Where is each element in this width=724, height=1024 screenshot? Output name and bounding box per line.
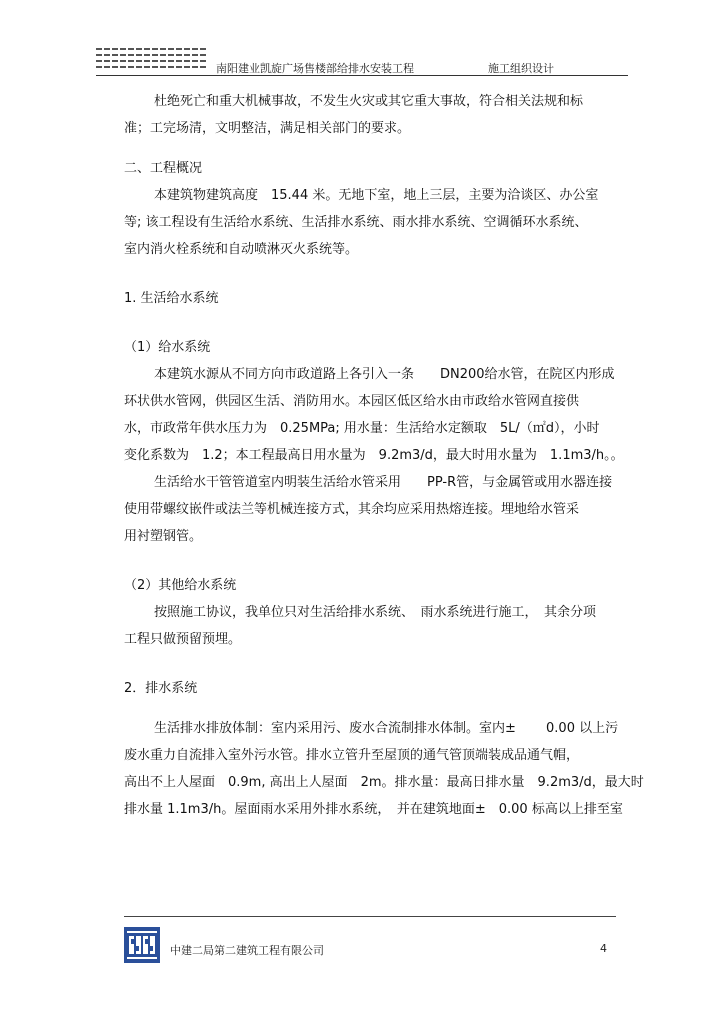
paragraph-line: 室内消火栓系统和自动喷淋灭火系统等。 — [124, 242, 359, 257]
header-title: 南阳建业凯旋广场售楼部给排水安装工程 — [216, 62, 414, 75]
section-heading: 二、工程概况 — [124, 161, 203, 176]
paragraph-line: 变化系数为 1.2；本工程最高日用水量为 9.2m3/d，最大时用水量为 1.1m3/h。。 — [124, 448, 624, 463]
subsection-heading: （2）其他给水系统 — [124, 578, 237, 593]
document-body — [124, 88, 644, 823]
paragraph-line: 生活给水干管管道室内明装生活给水管采用 PP-R管，与金属管或用水器连接 — [154, 475, 613, 490]
paragraph-line: 水，市政常年供水压力为 0.25MPa; 用水量：生活给水定额取 5L/（㎡d），小时 — [124, 421, 600, 436]
subsection-heading: （1）给水系统 — [124, 340, 211, 355]
paragraph-line: 本建筑物建筑高度 15.44 米。无地下室，地上三层，主要为洽谈区、办公室 — [154, 188, 599, 203]
paragraph-line: 用衬塑钢管。 — [124, 529, 203, 544]
section-heading: 2．排水系统 — [124, 681, 198, 696]
company-logo-icon — [124, 927, 160, 963]
paragraph-line: 准；工完场清，文明整洁，满足相关部门的要求。 — [124, 121, 411, 136]
paragraph-line: 使用带螺纹嵌件或法兰等机械连接方式，其余均应采用热熔连接。埋地给水管采 — [124, 502, 580, 517]
paragraph-line: 环状供水管网，供园区生活、消防用水。本园区低区给水由市政给水管网直接供 — [124, 394, 580, 409]
paragraph-line: 废水重力自流排入室外污水管。排水立管升至屋顶的通气管顶端装成品通气帽， — [124, 748, 580, 763]
paragraph-line: 工程只做预留预埋。 — [124, 632, 242, 647]
paragraph-line: 杜绝死亡和重大机械事故，不发生火灾或其它重大事故，符合相关法规和标 — [154, 94, 584, 109]
paragraph-line: 排水量 1.1m3/h。屋面雨水采用外排水系统， 并在建筑地面± 0.00 标高以上排至室 — [124, 802, 623, 817]
page-number: 4 — [600, 942, 607, 955]
footer-company-name: 中建二局第二建筑工程有限公司 — [170, 944, 324, 957]
header-divider — [96, 75, 628, 76]
paragraph-line: 高出不上人屋面 0.9m, 高出上人屋面 2m。排水量：最高日排水量 9.2m3/d，最大时 — [124, 775, 644, 790]
section-heading: 1. 生活给水系统 — [124, 291, 219, 306]
header-doc-type: 施工组织设计 — [488, 62, 554, 75]
paragraph-line: 等; 该工程设有生活给水系统、生活排水系统、雨水排水系统、空调循环水系统、 — [124, 215, 588, 230]
paragraph-line: 生活排水排放体制：室内采用污、废水合流制排水体制。室内± 0.00 以上污 — [154, 721, 619, 736]
footer-divider — [124, 916, 616, 917]
header-logo-icon — [96, 46, 206, 72]
paragraph-line: 本建筑水源从不同方向市政道路上各引入一条 DN200给水管，在院区内形成 — [154, 367, 615, 382]
paragraph-line: 按照施工协议，我单位只对生活给排水系统、 雨水系统进行施工， 其余分项 — [154, 605, 597, 620]
